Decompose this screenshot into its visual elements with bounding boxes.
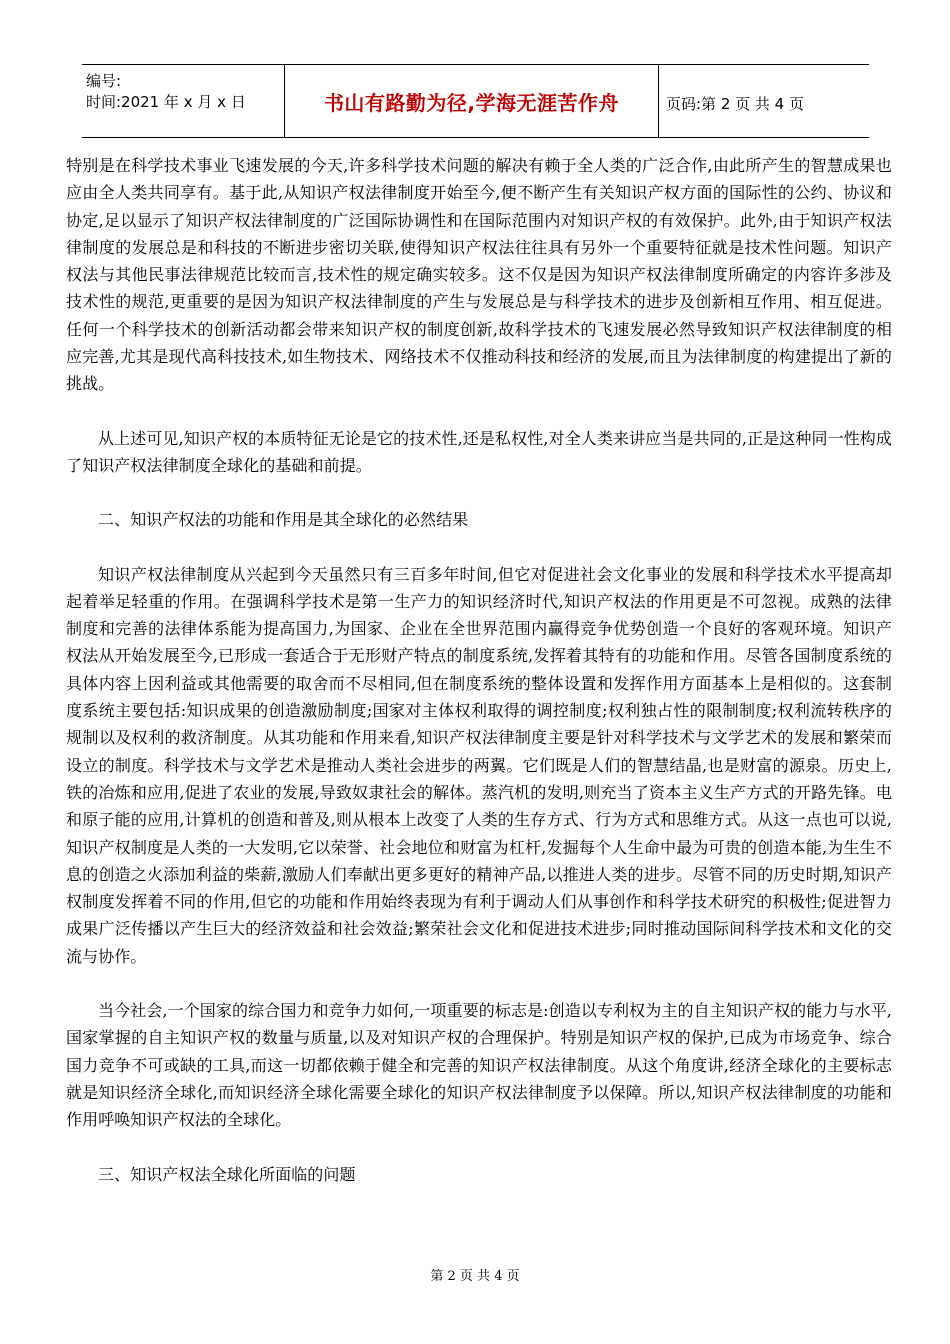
paragraph-3: 知识产权法律制度从兴起到今天虽然只有三百多年时间,但它对促进社会文化事业的发展和科学技术水平提高却起着举足轻重的作用。在强调科学技术是第一生产力的知识经济时代,知识产权法的作用更是不可忽视。成熟的法律制度和完善的法律体系能为提高国力,为国家、企业在全世界范围内赢得竞争优势创造一个良好的客观环境。知识产权法从开始发展至今,已形成一套适合于无形财产特点的制度系统,发挥着其特有的功能和作用。尽管各国制度系统的具体内容上因利益或其他需要的取舍而不尽相同,但在制度系统的整体设置和发挥作用方面基本上是相似的。这套制度系统主要包括:知识成果的创造激励制度;国家对主体权利取得的调控制度;权利独占性的限制制度;权利流转秩序的规制以及权利的救济制度。从其功能和作用来看,知识产权法律制度主要是针对科学技术与文学艺术的发展和繁荣而设立的制度。科学技术与文学艺术是推动人类社会进步的两翼。它们既是人们的智慧结晶,也是财富的源泉。历史上,铁的冶炼和应用,促进了农业的发展,导致奴隶社会的解体。蒸汽机的发明,则充当了资本主义生产方式的开路先锋。电和原子能的应用,计算机的创造和普及,则从根本上改变了人类的生存方式、行为方式和思维方式。从这一点也可以说,知识产权制度是人类的一大发明,它以荣誉、社会地位和财富为杠杆,发掘每个人生命中最为可贵的创造本能,为生生不息的创造之火添加利益的柴薪,激励人们奉献出更多更好的精神产品,以推进人类的进步。尽管不同的历史时期,知识产权制度发挥着不同的作用,但它的功能和作用始终表现为有利于调动人们从事创作和科学技术研究的积极性;促进智力成果广泛传播以产生巨大的经济效益和社会效益;繁荣社会文化和促进技术进步;同时推动国际间科学技术和文化的交流与协作。 bbox=[66, 564, 892, 966]
page-footer: 第 2 页 共 4 页 bbox=[430, 1269, 520, 1284]
paragraph-1: 特别是在科学技术事业飞速发展的今天,许多科学技术问题的解决有赖于全人类的广泛合作,由此所产生的智慧成果也应由全人类共同享有。基于此,从知识产权法律制度开始至今,便不断产生有关知识产权方面的国际性的公约、协议和协定,足以显示了知识产权法律制度的广泛国际协调性和在国际范围内对知识产权的有效保护。此外,由于知识产权法律制度的发展总是和科技的不断进步密切关联,使得知识产权法往往具有另外一个重要特征就是技术性问题。知识产权法与其他民事法律规范比较而言,技术性的规定确实较多。这不仅是因为知识产权法律制度所确定的内容许多涉及技术性的规范,更重要的是因为知识产权法律制度的产生与发展总是与科学技术的进步及创新相互作用、相互促进。任何一个科学技术的创新活动都会带来知识产权的制度创新,故科学技术的飞速发展必然导致知识产权法律制度的相应完善,尤其是现代高科技技术,如生物技术、网络技术不仅推动科技和经济的发展,而且为法律制度的构建提出了新的挑战。 bbox=[66, 156, 892, 394]
header-page-info: 页码:第 2 页 共 4 页 bbox=[666, 95, 804, 113]
section-heading-3: 三、知识产权法全球化所面临的问题 bbox=[98, 1164, 356, 1184]
header-motto-cell bbox=[285, 65, 659, 137]
page-header bbox=[82, 64, 869, 138]
document-body bbox=[66, 152, 892, 1188]
header-motto: 书山有路勤为径,学海无涯苦作舟 bbox=[323, 90, 620, 115]
section-heading-2: 二、知识产权法的功能和作用是其全球化的必然结果 bbox=[98, 510, 469, 530]
document-date-label: 时间:2021 年 x 月 x 日 bbox=[86, 93, 246, 111]
paragraph-2: 从上述可见,知识产权的本质特征无论是它的技术性,还是私权性,对全人类来讲应当是共同的,正是这种同一性构成了知识产权法律制度全球化的基础和前提。 bbox=[66, 428, 892, 475]
paragraph-4: 当今社会,一个国家的综合国力和竞争力如何,一项重要的标志是:创造以专利权为主的自主知识产权的能力与水平,国家掌握的自主知识产权的数量与质量,以及对知识产权的合理保护。特别是知识产权的保护,已成为市场竞争、综合国力竞争不可或缺的工具,而这一切都依赖于健全和完善的知识产权法律制度。从这个角度讲,经济全球化的主要标志就是知识经济全球化,而知识经济全球化需要全球化的知识产权法律制度予以保障。所以,知识产权法律制度的功能和作用呼唤知识产权法的全球化。 bbox=[66, 1001, 892, 1130]
header-meta bbox=[82, 65, 285, 137]
document-code-label: 编号: bbox=[86, 72, 122, 90]
